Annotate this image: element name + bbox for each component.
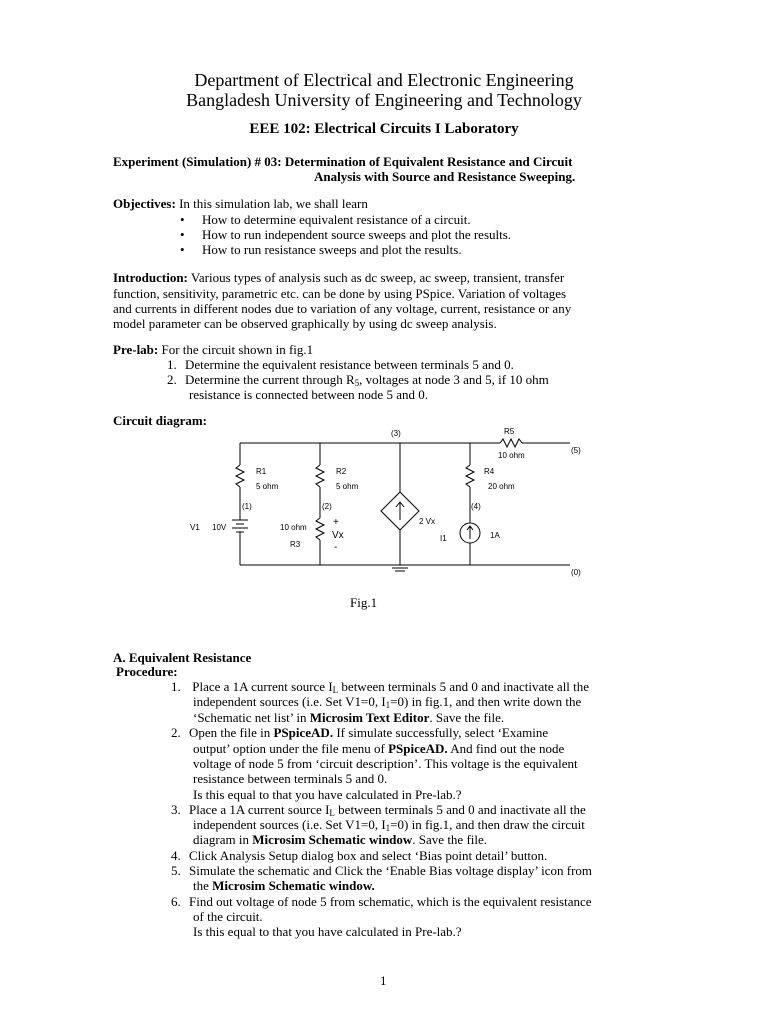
page-number: 1 [380,973,387,988]
step-2-line2: output’ option under the file menu of PSpiceAD. And find out the node [193,741,565,756]
resistor-r5 [500,439,522,447]
r3-value: 10 ohm [280,523,307,532]
step-6-line1: 6. Find out voltage of node 5 from schematic, which is the equivalent resistance [171,894,592,909]
prelab-item-2: 2. Determine the current through $R_5$, voltages at node 3 and 5, if 10 ohm [167,372,549,388]
university-title: Bangladesh University of Engineering and Technology [186,90,582,110]
objectives-label: Objectives: [113,196,176,211]
step-2-line1: 2. Open the file in PSpiceAD. If simulate successfully, select ‘Examine [171,725,549,740]
course-title: EEE 102: Electrical Circuits I Laboratory [249,121,519,137]
prelab-intro: Pre-lab: For the circuit shown in fig.1 [113,342,314,357]
node-1-label: (1) [242,502,252,511]
bullet-icon: • [180,242,185,257]
introduction-line4: model parameter can be observed graphically by using dc sweep analysis. [113,316,497,331]
objectives-intro: In this simulation lab, we shall learn [179,196,368,211]
step-1-line3: ‘Schematic net list’ in Microsim Text Editor. Save the file. [193,710,505,725]
vx-minus: - [334,542,338,553]
r1-value: 5 ohm [256,482,279,491]
introduction-label: Introduction: [113,270,188,285]
resistor-r4 [466,465,474,487]
step-2-line5: Is this equal to that you have calculated in Pre-lab.? [193,787,462,802]
bullet-icon: • [180,227,185,242]
resistor-r1 [236,465,244,487]
section-a-heading: A. Equivalent Resistance [113,650,252,665]
experiment-label: Experiment (Simulation) # 03: [113,154,282,169]
vx-plus: + [333,517,339,528]
node-5-label: (5) [571,446,581,455]
r5-label: R5 [504,427,515,436]
introduction-line3: and currents in different nodes due to variation of any voltage, current, resistance or any [113,301,572,316]
step-1-line2: independent sources (i.e. Set V1=0, $I_1=0$) in fig.1, and then write down the [193,694,582,710]
step-5-line1: 5. Simulate the schematic and Click the ‘Enable Bias voltage display’ icon from [171,863,593,878]
step-1-line1: 1. Place a 1A current source $I_L$ between terminals 5 and 0 and inactivate all the [171,679,590,695]
r1-label: R1 [256,467,267,476]
step-6-line3: Is this equal to that you have calculated in Pre-lab.? [193,924,462,939]
prelab-item-2-cont: resistance is connected between node 5 and 0. [189,387,428,402]
experiment-title-line1: Determination of Equivalent Resistance and Circuit [284,154,573,169]
v1-value: 10V [212,523,227,532]
prelab-label: Pre-lab: [113,342,159,357]
step-2-line4: resistance between terminals 5 and 0. [193,771,388,786]
step-6-line2: of the circuit. [193,909,263,924]
objective-item: • How to run independent source sweeps and plot the results. [180,227,512,242]
step-3-line1: 3. Place a 1A current source $I_L$ between terminals 5 and 0 and inactivate all the [171,802,586,818]
objective-item: • How to determine equivalent resistance of a circuit. [180,212,471,227]
objectives [113,195,368,212]
circuit-diagram-heading: Circuit diagram: [113,413,207,428]
procedure-heading: Procedure: [116,664,178,679]
introduction-line1: Introduction: Various types of analysis such as dc sweep, ac sweep, transient, transfer [113,270,565,285]
r2-value: 5 ohm [336,482,359,491]
introduction-line2: function, sensitivity, parametric etc. can be done by using PSpice. Variation of voltages [113,286,567,301]
r4-value: 20 ohm [488,482,515,491]
r4-label: R4 [484,467,495,476]
step-5-line2: the Microsim Schematic window. [193,878,375,893]
step-3-line3: diagram in Microsim Schematic window. Save the file. [193,832,488,847]
resistor-r3 [316,518,324,540]
node-4-label: (4) [471,502,481,511]
prelab-item-1: 1. Determine the equivalent resistance between terminals 5 and 0. [167,357,514,372]
bullet-icon: • [180,212,185,227]
node-0-label: (0) [571,568,581,577]
step-3-line2: independent sources (i.e. Set V1=0, $I_1=0$) in fig.1, and then draw the circuit [193,817,585,833]
r3-label: R3 [290,540,301,549]
node-2-label: (2) [322,502,332,511]
resistor-r2 [316,465,324,487]
figure-caption: Fig.1 [350,595,378,610]
v1-label: V1 [190,523,200,532]
r5-value: 10 ohm [498,451,525,460]
department-title: Department of Electrical and Electronic Engineering [194,70,574,90]
node-3-label: (3) [391,429,401,438]
objective-item: • How to run resistance sweeps and plot the results. [180,242,462,257]
step-4: 4. Click Analysis Setup dialog box and select ‘Bias point detail’ button. [171,848,548,863]
circuit-diagram [170,420,610,590]
dependent-source-value: 2 Vx [419,517,436,526]
experiment-title-line2: Analysis with Source and Resistance Sweeping. [314,169,576,184]
step-2-line3: voltage of node 5 from ‘circuit description’. This voltage is the equivalent [193,756,578,771]
i1-label: I1 [440,534,447,543]
r2-label: R2 [336,467,347,476]
i1-value: 1A [490,531,500,540]
vx-label: Vx [332,530,344,541]
